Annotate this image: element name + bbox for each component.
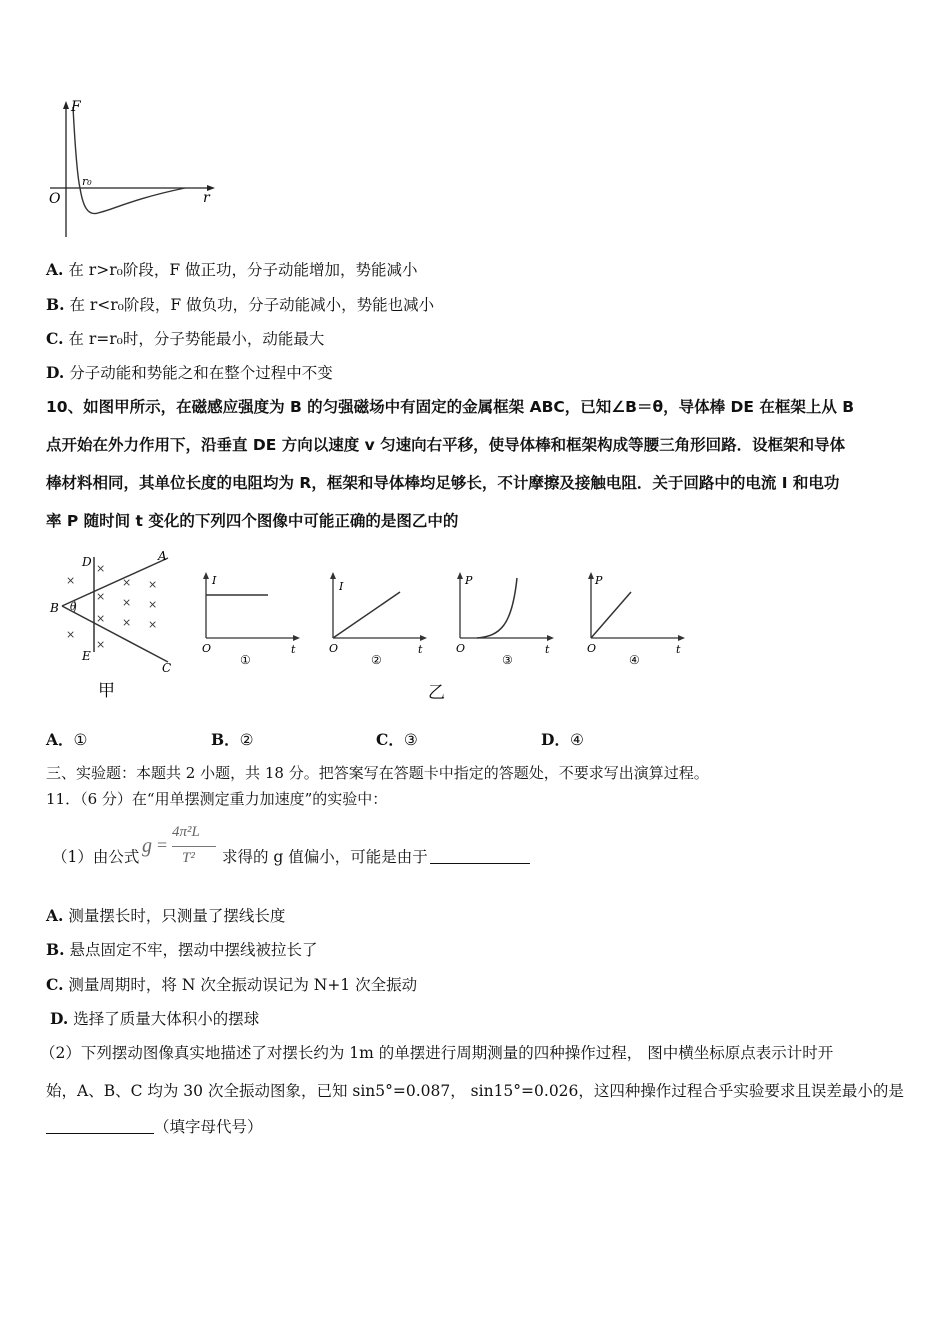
graph-1-number: ①	[240, 653, 251, 667]
section-3-heading: 三、实验题：本题共 2 小题，共 18 分。把答案写在答题卡中指定的答题处，不要求写出演算过程。	[46, 764, 709, 782]
q10-line-3: 棒材料相同，其单位长度的电阻均为 R，框架和导体棒均足够长，不计摩擦及接触电阻．关于回路中的电流 I 和电功	[46, 474, 840, 492]
field-mark: ×	[96, 612, 106, 625]
graph-3-y-label: P	[465, 574, 473, 587]
field-mark: ×	[66, 628, 76, 641]
graph-4-number: ④	[629, 653, 640, 667]
graph-2-number: ②	[371, 653, 382, 667]
label-c: C	[162, 661, 172, 675]
graph-2-x-label: t	[418, 643, 423, 656]
pendulum-formula	[142, 822, 220, 872]
frame-abc-figure	[44, 548, 184, 703]
q9-option-b: B. 在 r<r₀阶段，F 做负功，分子动能减小，势能也减小	[46, 295, 435, 314]
fraction-bar	[172, 846, 216, 847]
label-b: B	[50, 601, 59, 615]
q10-line-4: 率 P 随时间 t 变化的下列四个图像中可能正确的是图乙中的	[46, 512, 459, 530]
q10-option-c: C．③	[376, 730, 418, 749]
figure-jia-caption: 甲	[98, 681, 115, 701]
field-mark: ×	[66, 574, 76, 587]
graph-1-x-label: t	[291, 643, 296, 656]
graph-4-origin: O	[587, 642, 597, 655]
graph-4-x-label: t	[676, 643, 681, 656]
graph-2-origin: O	[329, 642, 339, 655]
q9-option-a: A. 在 r>r₀阶段，F 做正功，分子动能增加，势能减小	[46, 260, 418, 279]
r-axis-label: r	[203, 190, 210, 206]
label-d: D	[82, 555, 92, 569]
field-mark: ×	[148, 578, 158, 591]
q11-part2-line-1: （2）下列摆动图像真实地描述了对摆长约为 1m 的单摆进行周期测量的四种操作过程， 图中横坐标原点表示计时开	[40, 1044, 834, 1062]
formula-numerator: 4π²L	[172, 824, 200, 840]
answer-blank-2[interactable]	[46, 1118, 154, 1134]
label-e: E	[82, 649, 91, 663]
field-mark: ×	[148, 618, 158, 631]
q11-option-d: D. 选择了质量大体积小的摆球	[50, 1009, 260, 1028]
q10-option-b: B．②	[211, 730, 254, 749]
q10-option-d: D．④	[541, 730, 584, 749]
field-mark: ×	[122, 596, 132, 609]
field-mark: ×	[148, 598, 158, 611]
origin-label: O	[49, 191, 61, 207]
graph-3-origin: O	[456, 642, 466, 655]
graph-4-linear-power	[583, 570, 698, 670]
graph-1-origin: O	[202, 642, 212, 655]
figure-yi-caption: 乙	[428, 683, 445, 703]
graph-1-constant-current	[198, 570, 313, 670]
field-mark: ×	[122, 576, 132, 589]
q10-line-2: 点开始在外力作用下，沿垂直 DE 方向以速度 v 匀速向右平移，使导体棒和框架构成等腰三角形回路．设框架和导体	[46, 436, 846, 454]
force-distance-graph	[40, 95, 230, 245]
q11-option-b: B. 悬点固定不牢，摆动中摆线被拉长了	[46, 940, 318, 959]
q11-part2-answer: （填字母代号）	[46, 1117, 263, 1137]
graph-3-number: ③	[502, 653, 513, 667]
q9-option-c: C. 在 r=r₀时，分子势能最小，动能最大	[46, 329, 325, 348]
q11-option-c: C. 测量周期时，将 N 次全振动误记为 N+1 次全振动	[46, 975, 418, 994]
label-a: A	[158, 549, 167, 563]
answer-blank-1[interactable]	[430, 848, 530, 864]
field-mark: ×	[96, 638, 106, 651]
field-mark: ×	[96, 590, 106, 603]
q11-part1-prefix: （1）由公式	[52, 848, 140, 866]
graph-1-y-label: I	[212, 574, 217, 587]
q11-part1-suffix: 求得的 g 值偏小，可能是由于	[222, 847, 530, 867]
formula-denominator: T²	[182, 850, 195, 866]
q11-option-a: A. 测量摆长时，只测量了摆线长度	[46, 906, 286, 925]
graph-4-y-label: P	[595, 574, 603, 587]
formula-lhs: g	[142, 835, 152, 857]
q11-title: 11．（6 分）在“用单摆测定重力加速度”的实验中：	[46, 790, 388, 808]
r0-label: r₀	[82, 175, 92, 188]
field-mark: ×	[122, 616, 132, 629]
q10-option-a: A．①	[46, 730, 88, 749]
field-mark: ×	[96, 562, 106, 575]
graph-3-x-label: t	[545, 643, 550, 656]
graph-2-linear-current	[325, 570, 440, 670]
q10-line-1: 10、如图甲所示，在磁感应强度为 B 的匀强磁场中有固定的金属框架 ABC，已知∠B＝θ，导体棒 DE 在框架上从 B	[46, 398, 855, 416]
q11-part2-line-2: 始，A、B、C 均为 30 次全振动图象，已知 sin5°=0.087， sin15°=0.026，这四种操作过程合乎实验要求且误差最小的是	[46, 1082, 904, 1100]
graph-3-power-curve	[452, 570, 567, 670]
f-axis-label: F	[71, 99, 81, 115]
formula-eq: =	[157, 835, 168, 855]
graph-2-y-label: I	[339, 580, 344, 593]
q9-option-d: D. 分子动能和势能之和在整个过程中不变	[46, 363, 333, 382]
theta-label: θ	[70, 602, 77, 613]
